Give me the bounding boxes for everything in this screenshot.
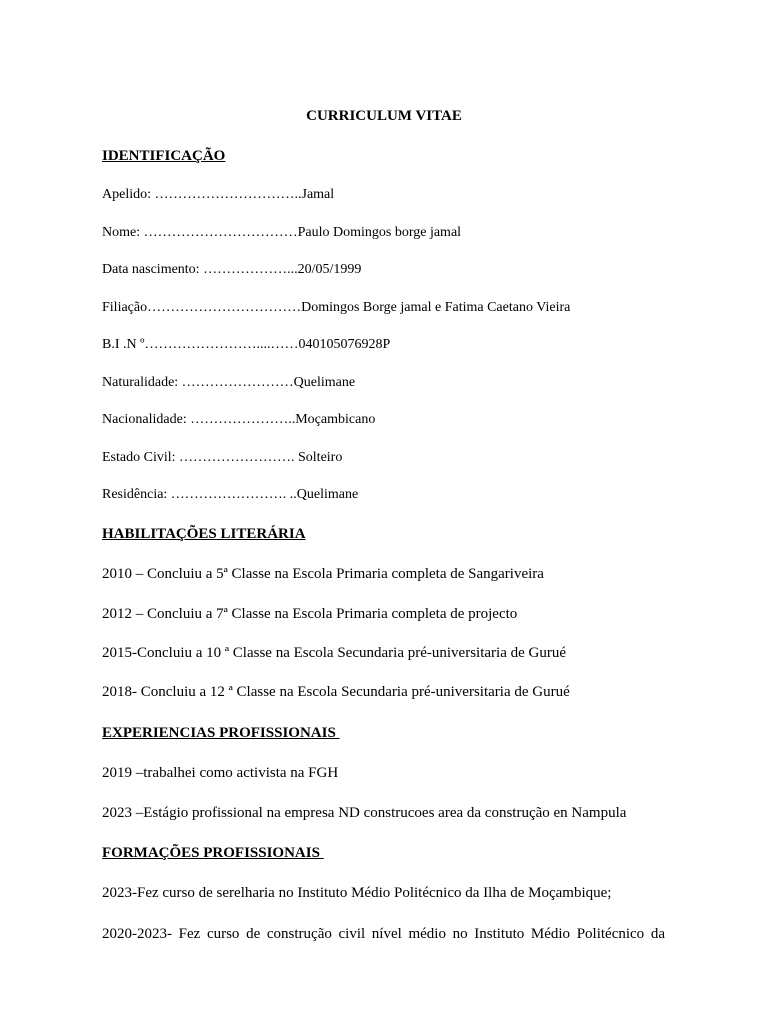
habilitacao-item: 2015-Concluiu a 10 ª Classe na Escola Secundaria pré-universitaria de Gurué bbox=[102, 645, 566, 661]
section-heading-habilitacoes: HABILITAÇÕES LITERÁRIA bbox=[102, 526, 306, 542]
formacao-item: 2023-Fez curso de serelharia no Instituto Médio Politécnico da Ilha de Moçambique; bbox=[102, 885, 612, 901]
formacao-item: 2020-2023- Fez curso de construção civil nível médio no Instituto Médio Politécnico da bbox=[102, 926, 665, 942]
experiencia-item: 2023 –Estágio profissional na empresa ND construcoes area da construção en Nampula bbox=[102, 805, 627, 821]
habilitacao-item: 2012 – Concluiu a 7ª Classe na Escola Primaria completa de projecto bbox=[102, 606, 518, 622]
field-data-nascimento: Data nascimento: ………………...20/05/1999 bbox=[102, 262, 362, 277]
habilitacao-item: 2018- Concluiu a 12 ª Classe na Escola Secundaria pré-universitaria de Gurué bbox=[102, 684, 570, 700]
field-apelido: Apelido: …………………………..Jamal bbox=[102, 187, 335, 202]
habilitacao-item: 2010 – Concluiu a 5ª Classe na Escola Primaria completa de Sangariveira bbox=[102, 566, 544, 582]
section-heading-formacoes: FORMAÇÕES PROFISSIONAIS bbox=[102, 845, 324, 861]
field-estado-civil: Estado Civil: ……………………. Solteiro bbox=[102, 450, 343, 465]
field-nome: Nome: ……………………………Paulo Domingos borge jamal bbox=[102, 225, 462, 240]
section-heading-experiencias: EXPERIENCIAS PROFISSIONAIS bbox=[102, 725, 340, 741]
section-heading-identificacao: IDENTIFICAÇÃO bbox=[102, 148, 226, 164]
field-bi-numero: B.I .N º……………………....……040105076928P bbox=[102, 337, 391, 352]
field-filiacao: Filiação……………………………Domingos Borge jamal e Fatima Caetano Vieira bbox=[102, 300, 571, 315]
experiencia-item: 2019 –trabalhei como activista na FGH bbox=[102, 765, 339, 781]
field-residencia: Residência: ……………………. ..Quelimane bbox=[102, 487, 359, 502]
field-nacionalidade: Nacionalidade: …………………..Moçambicano bbox=[102, 412, 376, 427]
document-title: CURRICULUM VITAE bbox=[306, 108, 462, 124]
field-naturalidade: Naturalidade: ……………………Quelimane bbox=[102, 375, 356, 390]
